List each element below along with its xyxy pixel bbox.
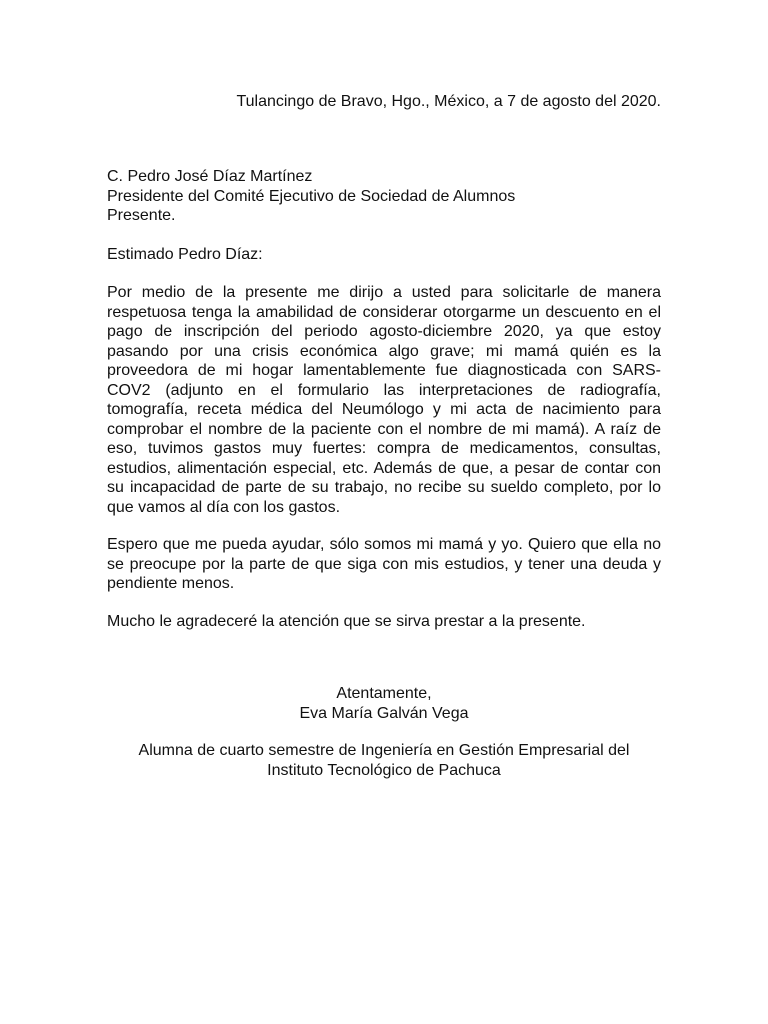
body-paragraph-request: Por medio de la presente me dirijo a usted para solicitarle de manera respetuosa tenga la amabilidad de considerar otorgarme un descuento en el pago de inscripción del periodo agosto-diciembre 2020, ya que estoy pasando por una crisis económica algo grave; mi mamá quién es la proveedora de mi hogar lamentablemente fue diagnosticada con SARS-COV2 (adjunto en el formulario las interpretaciones de radiografía, tomografía, receta médica del Neumólogo y mi acta de nacimiento para comprobar el nombre de la paciente con el nombre de mi mamá). A raíz de eso, tuvimos gastos muy fuertes: compra de medicamentos, consultas, estudios, alimentación especial, etc. Además de que, a pesar de contar con su incapacidad de parte de su trabajo, no recibe su sueldo completo, por lo que vamos al día con los gastos. — [107, 284, 661, 516]
addressee-position: Presidente del Comité Ejecutivo de Sociedad de Alumnos — [107, 187, 516, 205]
closing-phrase: Atentamente, — [336, 685, 432, 702]
addressee-name: C. Pedro José Díaz Martínez — [107, 168, 313, 185]
body-paragraph-thanks: Mucho le agradeceré la atención que se sirva prestar a la presente. — [107, 612, 586, 630]
signature-title-line1: Alumna de cuarto semestre de Ingeniería en Gestión Empresarial del — [138, 742, 630, 759]
signature-name: Eva María Galván Vega — [299, 704, 469, 722]
addressee-block — [107, 167, 661, 226]
signature-title — [107, 741, 661, 780]
body-paragraph-hope: Espero que me pueda ayudar, sólo somos mi mamá y yo. Quiero que ella no se preocupe por la parte de que siga con mis estudios, y tener una deuda y pendiente menos. — [107, 536, 661, 592]
greeting: Estimado Pedro Díaz: — [107, 246, 263, 263]
signature-title-line2: Instituto Tecnológico de Pachuca — [267, 761, 501, 779]
addressee-presente: Presente. — [107, 207, 176, 224]
closing-block — [107, 684, 661, 742]
date-line: Tulancingo de Bravo, Hgo., México, a 7 de agosto del 2020. — [236, 93, 661, 110]
letter-body — [107, 283, 661, 649]
